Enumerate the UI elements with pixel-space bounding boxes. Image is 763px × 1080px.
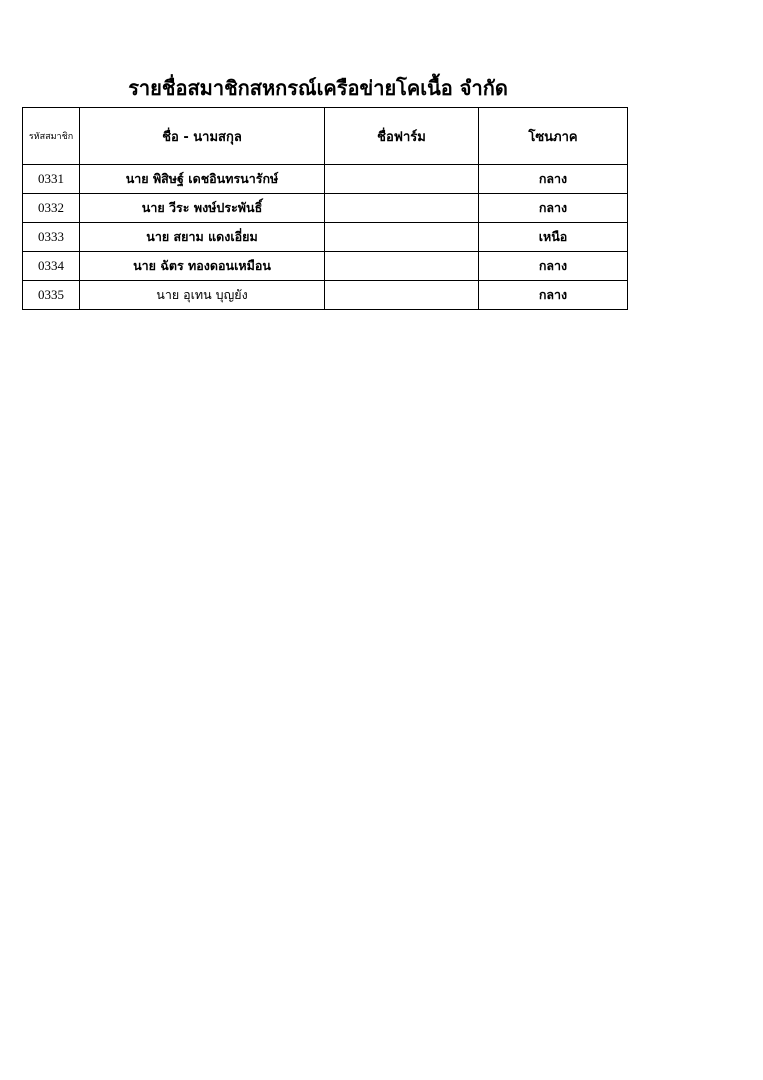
table-row (23, 165, 628, 194)
cell-member-id: 0332 (23, 194, 80, 223)
column-header-farm-name: ชื่อฟาร์ม (325, 108, 479, 165)
cell-full-name: นาย อุเทน บุญยัง (80, 281, 325, 310)
cell-full-name: นาย สยาม แดงเอี่ยม (80, 223, 325, 252)
cell-member-id: 0334 (23, 252, 80, 281)
member-table (22, 107, 628, 310)
table-row (23, 223, 628, 252)
page-title: รายชื่อสมาชิกสหกรณ์เครือข่ายโคเนื้อ จำกัด (128, 76, 508, 100)
cell-full-name: นาย พิสิษฐ์ เดชอินทรนารักษ์ (80, 165, 325, 194)
cell-member-id: 0331 (23, 165, 80, 194)
table-header-row (23, 108, 628, 165)
column-header-full-name: ชื่อ - นามสกุล (80, 108, 325, 165)
cell-zone: กลาง (479, 281, 628, 310)
cell-full-name: นาย วีระ พงษ์ประพันธิ์ (80, 194, 325, 223)
cell-member-id: 0335 (23, 281, 80, 310)
cell-farm-name (325, 223, 479, 252)
column-header-member-id: รหัสสมาชิก (23, 108, 80, 165)
cell-farm-name (325, 194, 479, 223)
cell-farm-name (325, 281, 479, 310)
cell-zone: เหนือ (479, 223, 628, 252)
cell-zone: กลาง (479, 194, 628, 223)
cell-farm-name (325, 252, 479, 281)
cell-zone: กลาง (479, 252, 628, 281)
cell-zone: กลาง (479, 165, 628, 194)
cell-farm-name (325, 165, 479, 194)
cell-full-name: นาย ฉัตร ทองดอนเหมือน (80, 252, 325, 281)
table-row (23, 194, 628, 223)
cell-member-id: 0333 (23, 223, 80, 252)
table-row (23, 252, 628, 281)
table-row (23, 281, 628, 310)
column-header-zone: โซนภาค (479, 108, 628, 165)
